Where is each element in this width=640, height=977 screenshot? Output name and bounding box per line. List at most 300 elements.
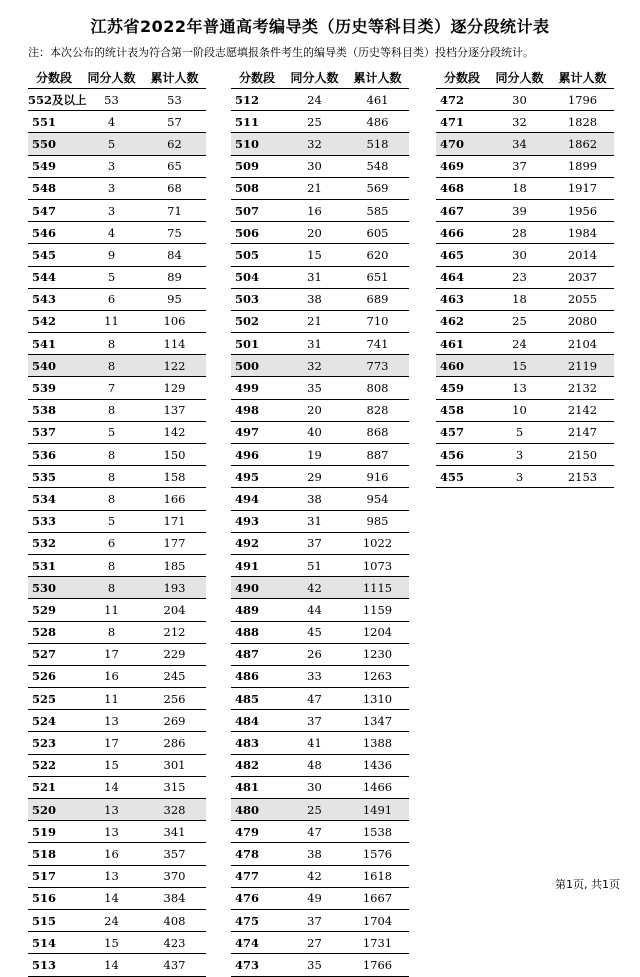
same-count-cell: 9 bbox=[107, 247, 116, 262]
score-cell: 488 bbox=[235, 625, 260, 640]
same-count-cell: 3 bbox=[107, 181, 116, 196]
cumulative-cell: 370 bbox=[163, 869, 186, 884]
same-count-cell: 3 bbox=[515, 469, 524, 484]
header-cumulative: 累计人数 bbox=[150, 70, 199, 85]
cumulative-cell: 2104 bbox=[567, 336, 598, 351]
score-cell: 517 bbox=[32, 869, 57, 884]
table-row bbox=[436, 377, 614, 399]
table-row bbox=[231, 577, 409, 599]
table-row bbox=[231, 355, 409, 377]
table-row bbox=[436, 289, 614, 311]
same-count-cell: 6 bbox=[107, 292, 116, 307]
score-cell: 527 bbox=[32, 647, 57, 662]
score-cell: 460 bbox=[440, 358, 465, 373]
table-row bbox=[231, 888, 409, 910]
table-row bbox=[28, 910, 206, 932]
table-row bbox=[28, 222, 206, 244]
score-cell: 484 bbox=[235, 713, 260, 728]
score-cell: 538 bbox=[32, 403, 57, 418]
same-count-cell: 33 bbox=[307, 669, 322, 684]
cumulative-cell: 269 bbox=[163, 713, 186, 728]
score-cell: 510 bbox=[235, 136, 260, 151]
same-count-cell: 5 bbox=[107, 514, 116, 529]
same-count-cell: 17 bbox=[104, 736, 119, 751]
table-row bbox=[231, 377, 409, 399]
cumulative-cell: 384 bbox=[163, 891, 186, 906]
table-row bbox=[231, 910, 409, 932]
same-count-cell: 16 bbox=[104, 669, 119, 684]
same-count-cell: 25 bbox=[512, 314, 527, 329]
cumulative-cell: 1263 bbox=[362, 669, 393, 684]
score-cell: 502 bbox=[235, 314, 260, 329]
cumulative-cell: 185 bbox=[163, 558, 186, 573]
page-title: 江苏省2022年普通高考编导类（历史等科目类）逐分段统计表 bbox=[90, 17, 550, 36]
same-count-cell: 14 bbox=[104, 891, 119, 906]
same-count-cell: 16 bbox=[307, 203, 322, 218]
same-count-cell: 38 bbox=[307, 491, 322, 506]
score-cell: 520 bbox=[32, 802, 57, 817]
score-cell: 500 bbox=[235, 358, 260, 373]
same-count-cell: 18 bbox=[512, 292, 527, 307]
cumulative-cell: 62 bbox=[167, 136, 182, 151]
same-count-cell: 13 bbox=[104, 802, 119, 817]
score-cell: 471 bbox=[440, 114, 465, 129]
score-cell: 549 bbox=[32, 159, 57, 174]
table-row bbox=[231, 244, 409, 266]
table-row bbox=[28, 710, 206, 732]
same-count-cell: 4 bbox=[107, 225, 116, 240]
cumulative-cell: 808 bbox=[366, 381, 389, 396]
same-count-cell: 3 bbox=[107, 203, 116, 218]
table-row bbox=[436, 311, 614, 333]
cumulative-cell: 95 bbox=[167, 292, 182, 307]
page-footer: 第1页, 共1页 bbox=[555, 878, 620, 891]
table-row bbox=[28, 888, 206, 910]
same-count-cell: 48 bbox=[307, 758, 322, 773]
cumulative-cell: 1828 bbox=[567, 114, 598, 129]
cumulative-cell: 828 bbox=[366, 403, 389, 418]
same-count-cell: 35 bbox=[307, 957, 322, 972]
score-cell: 472 bbox=[440, 92, 465, 107]
table-row bbox=[28, 821, 206, 843]
cumulative-cell: 1731 bbox=[362, 935, 393, 950]
same-count-cell: 34 bbox=[512, 136, 527, 151]
score-cell: 464 bbox=[440, 270, 465, 285]
header-cumulative: 累计人数 bbox=[353, 70, 402, 85]
same-count-cell: 31 bbox=[307, 336, 322, 351]
score-cell: 511 bbox=[235, 114, 260, 129]
cumulative-cell: 1115 bbox=[362, 580, 393, 595]
cumulative-cell: 166 bbox=[163, 491, 186, 506]
cumulative-cell: 301 bbox=[163, 758, 186, 773]
same-count-cell: 29 bbox=[307, 469, 322, 484]
cumulative-cell: 1466 bbox=[362, 780, 393, 795]
table-row bbox=[231, 866, 409, 888]
score-cell: 455 bbox=[440, 469, 465, 484]
score-cell: 496 bbox=[235, 447, 260, 462]
score-cell: 474 bbox=[235, 935, 260, 950]
same-count-cell: 19 bbox=[307, 447, 322, 462]
same-count-cell: 49 bbox=[307, 891, 322, 906]
cumulative-cell: 1984 bbox=[567, 225, 598, 240]
table-row bbox=[28, 666, 206, 688]
cumulative-cell: 689 bbox=[366, 292, 389, 307]
table-row bbox=[231, 843, 409, 865]
score-cell: 537 bbox=[32, 425, 57, 440]
same-count-cell: 14 bbox=[104, 780, 119, 795]
same-count-cell: 41 bbox=[307, 736, 322, 751]
table-row bbox=[231, 710, 409, 732]
score-cell: 513 bbox=[32, 957, 57, 972]
table-row bbox=[28, 843, 206, 865]
cumulative-cell: 129 bbox=[163, 381, 186, 396]
table-row bbox=[231, 932, 409, 954]
cumulative-cell: 423 bbox=[163, 935, 186, 950]
table-row bbox=[231, 555, 409, 577]
same-count-cell: 15 bbox=[104, 935, 119, 950]
same-count-cell: 8 bbox=[107, 447, 116, 462]
table-row bbox=[231, 644, 409, 666]
table-row bbox=[231, 466, 409, 488]
score-table-column-1 bbox=[28, 66, 206, 977]
table-row bbox=[436, 355, 614, 377]
score-cell: 526 bbox=[32, 669, 57, 684]
cumulative-cell: 1436 bbox=[362, 758, 393, 773]
score-cell: 533 bbox=[32, 514, 57, 529]
same-count-cell: 8 bbox=[107, 558, 116, 573]
table-row bbox=[28, 333, 206, 355]
same-count-cell: 32 bbox=[512, 114, 527, 129]
cumulative-cell: 620 bbox=[366, 247, 389, 262]
cumulative-cell: 328 bbox=[163, 802, 186, 817]
cumulative-cell: 229 bbox=[163, 647, 186, 662]
score-cell: 519 bbox=[32, 824, 57, 839]
cumulative-cell: 106 bbox=[163, 314, 186, 329]
score-cell: 466 bbox=[440, 225, 465, 240]
score-cell: 463 bbox=[440, 292, 465, 307]
score-cell: 522 bbox=[32, 758, 57, 773]
same-count-cell: 32 bbox=[307, 358, 322, 373]
same-count-cell: 21 bbox=[307, 314, 322, 329]
cumulative-cell: 286 bbox=[163, 736, 186, 751]
table-row bbox=[231, 799, 409, 821]
same-count-cell: 24 bbox=[104, 913, 119, 928]
score-cell: 492 bbox=[235, 536, 260, 551]
score-cell: 504 bbox=[235, 270, 260, 285]
cumulative-cell: 75 bbox=[167, 225, 182, 240]
score-cell: 531 bbox=[32, 558, 57, 573]
score-cell: 540 bbox=[32, 358, 57, 373]
score-cell: 529 bbox=[32, 602, 57, 617]
score-cell: 518 bbox=[32, 846, 57, 861]
same-count-cell: 3 bbox=[515, 447, 524, 462]
cumulative-cell: 2037 bbox=[567, 270, 598, 285]
same-count-cell: 17 bbox=[104, 647, 119, 662]
score-cell: 516 bbox=[32, 891, 57, 906]
table-row bbox=[231, 688, 409, 710]
score-cell: 534 bbox=[32, 491, 57, 506]
table-row bbox=[231, 511, 409, 533]
score-cell: 480 bbox=[235, 802, 260, 817]
score-cell: 493 bbox=[235, 514, 260, 529]
same-count-cell: 32 bbox=[307, 136, 322, 151]
cumulative-cell: 193 bbox=[163, 580, 186, 595]
score-cell: 501 bbox=[235, 336, 260, 351]
score-cell: 547 bbox=[32, 203, 57, 218]
table-row bbox=[436, 267, 614, 289]
score-cell: 490 bbox=[235, 580, 260, 595]
cumulative-cell: 1956 bbox=[567, 203, 598, 218]
score-cell: 477 bbox=[235, 869, 260, 884]
cumulative-cell: 773 bbox=[366, 358, 389, 373]
cumulative-cell: 137 bbox=[163, 403, 186, 418]
same-count-cell: 30 bbox=[512, 247, 527, 262]
cumulative-cell: 2150 bbox=[567, 447, 598, 462]
same-count-cell: 30 bbox=[307, 780, 322, 795]
score-cell: 481 bbox=[235, 780, 260, 795]
same-count-cell: 8 bbox=[107, 491, 116, 506]
cumulative-cell: 1862 bbox=[567, 136, 598, 151]
same-count-cell: 11 bbox=[104, 314, 119, 329]
cumulative-cell: 177 bbox=[163, 536, 186, 551]
same-count-cell: 13 bbox=[104, 713, 119, 728]
table-row bbox=[231, 488, 409, 510]
cumulative-cell: 408 bbox=[163, 913, 186, 928]
table-row bbox=[28, 555, 206, 577]
table-row bbox=[28, 688, 206, 710]
score-cell: 494 bbox=[235, 491, 260, 506]
table-row bbox=[436, 400, 614, 422]
same-count-cell: 11 bbox=[104, 691, 119, 706]
table-row bbox=[231, 400, 409, 422]
table-row bbox=[436, 111, 614, 133]
table-row bbox=[231, 133, 409, 155]
score-cell: 543 bbox=[32, 292, 57, 307]
table-row bbox=[231, 156, 409, 178]
cumulative-cell: 651 bbox=[366, 270, 389, 285]
score-cell: 489 bbox=[235, 602, 260, 617]
same-count-cell: 24 bbox=[307, 92, 322, 107]
same-count-cell: 26 bbox=[307, 647, 322, 662]
same-count-cell: 37 bbox=[307, 713, 322, 728]
table-row bbox=[28, 732, 206, 754]
cumulative-cell: 2119 bbox=[567, 358, 598, 373]
table-row bbox=[28, 511, 206, 533]
same-count-cell: 7 bbox=[107, 381, 116, 396]
table-row bbox=[28, 799, 206, 821]
cumulative-cell: 486 bbox=[366, 114, 389, 129]
cumulative-cell: 212 bbox=[163, 625, 186, 640]
score-cell: 465 bbox=[440, 247, 465, 262]
same-count-cell: 6 bbox=[107, 536, 116, 551]
same-count-cell: 8 bbox=[107, 336, 116, 351]
score-cell: 514 bbox=[32, 935, 57, 950]
header-same-count: 同分人数 bbox=[290, 70, 339, 85]
same-count-cell: 15 bbox=[307, 247, 322, 262]
cumulative-cell: 89 bbox=[167, 270, 182, 285]
score-cell: 475 bbox=[235, 913, 260, 928]
table-row bbox=[28, 89, 206, 111]
score-cell: 512 bbox=[235, 92, 260, 107]
table-row bbox=[231, 954, 409, 976]
same-count-cell: 16 bbox=[104, 846, 119, 861]
same-count-cell: 25 bbox=[307, 114, 322, 129]
cumulative-cell: 710 bbox=[366, 314, 389, 329]
same-count-cell: 3 bbox=[107, 159, 116, 174]
score-cell: 506 bbox=[235, 225, 260, 240]
table-row bbox=[436, 133, 614, 155]
table-row bbox=[28, 599, 206, 621]
score-cell: 550 bbox=[32, 136, 57, 151]
table-row bbox=[231, 755, 409, 777]
cumulative-cell: 585 bbox=[366, 203, 389, 218]
score-cell: 470 bbox=[440, 136, 465, 151]
header-same-count: 同分人数 bbox=[87, 70, 136, 85]
same-count-cell: 39 bbox=[512, 203, 527, 218]
table-row bbox=[231, 111, 409, 133]
cumulative-cell: 245 bbox=[163, 669, 186, 684]
same-count-cell: 15 bbox=[104, 758, 119, 773]
score-cell: 535 bbox=[32, 469, 57, 484]
cumulative-cell: 315 bbox=[163, 780, 186, 795]
score-cell: 509 bbox=[235, 159, 260, 174]
same-count-cell: 38 bbox=[307, 292, 322, 307]
same-count-cell: 5 bbox=[515, 425, 524, 440]
table-row bbox=[231, 666, 409, 688]
score-table-column-3 bbox=[436, 66, 614, 488]
table-row bbox=[436, 422, 614, 444]
table-row bbox=[28, 244, 206, 266]
score-table-column-2 bbox=[231, 66, 409, 977]
score-cell: 473 bbox=[235, 957, 260, 972]
table-row bbox=[231, 599, 409, 621]
table-row bbox=[231, 178, 409, 200]
table-row bbox=[436, 244, 614, 266]
same-count-cell: 4 bbox=[107, 114, 116, 129]
cumulative-cell: 985 bbox=[366, 514, 389, 529]
table-row bbox=[436, 333, 614, 355]
cumulative-cell: 1796 bbox=[567, 92, 598, 107]
table-row bbox=[28, 533, 206, 555]
score-cell: 523 bbox=[32, 736, 57, 751]
cumulative-cell: 256 bbox=[163, 691, 186, 706]
header-score: 分数段 bbox=[238, 70, 275, 85]
cumulative-cell: 2080 bbox=[567, 314, 598, 329]
same-count-cell: 37 bbox=[512, 159, 527, 174]
same-count-cell: 21 bbox=[307, 181, 322, 196]
cumulative-cell: 341 bbox=[163, 824, 186, 839]
table-row bbox=[28, 622, 206, 644]
cumulative-cell: 605 bbox=[366, 225, 389, 240]
cumulative-cell: 1347 bbox=[362, 713, 393, 728]
cumulative-cell: 1159 bbox=[362, 602, 393, 617]
same-count-cell: 45 bbox=[307, 625, 322, 640]
score-cell: 503 bbox=[235, 292, 260, 307]
score-cell: 528 bbox=[32, 625, 57, 640]
cumulative-cell: 1388 bbox=[362, 736, 393, 751]
table-row bbox=[28, 644, 206, 666]
score-cell: 469 bbox=[440, 159, 465, 174]
score-cell: 498 bbox=[235, 403, 260, 418]
cumulative-cell: 142 bbox=[163, 425, 186, 440]
same-count-cell: 14 bbox=[104, 957, 119, 972]
table-row bbox=[28, 289, 206, 311]
table-row bbox=[28, 377, 206, 399]
table-row bbox=[28, 488, 206, 510]
score-cell: 508 bbox=[235, 181, 260, 196]
cumulative-cell: 1704 bbox=[362, 913, 393, 928]
table-row bbox=[436, 200, 614, 222]
table-row bbox=[28, 866, 206, 888]
table-row bbox=[436, 466, 614, 488]
score-cell: 459 bbox=[440, 381, 465, 396]
same-count-cell: 47 bbox=[307, 691, 322, 706]
table-row bbox=[436, 89, 614, 111]
score-cell: 525 bbox=[32, 691, 57, 706]
cumulative-cell: 2142 bbox=[567, 403, 598, 418]
score-cell: 548 bbox=[32, 181, 57, 196]
cumulative-cell: 569 bbox=[366, 181, 389, 196]
cumulative-cell: 461 bbox=[366, 92, 389, 107]
cumulative-cell: 1230 bbox=[362, 647, 393, 662]
table-note: 注：本次公布的统计表为符合第一阶段志愿填报条件考生的编导类（历史等科目类）投档分逐分段统计。 bbox=[28, 46, 534, 59]
table-row bbox=[231, 311, 409, 333]
cumulative-cell: 1204 bbox=[362, 625, 393, 640]
table-row bbox=[231, 422, 409, 444]
cumulative-cell: 171 bbox=[163, 514, 186, 529]
table-row bbox=[28, 444, 206, 466]
cumulative-cell: 204 bbox=[163, 602, 186, 617]
table-row bbox=[231, 200, 409, 222]
cumulative-cell: 437 bbox=[163, 957, 186, 972]
table-row bbox=[436, 222, 614, 244]
table-row bbox=[231, 732, 409, 754]
same-count-cell: 37 bbox=[307, 536, 322, 551]
same-count-cell: 20 bbox=[307, 403, 322, 418]
table-row bbox=[231, 622, 409, 644]
score-cell: 478 bbox=[235, 846, 260, 861]
score-cell: 507 bbox=[235, 203, 260, 218]
same-count-cell: 37 bbox=[307, 913, 322, 928]
cumulative-cell: 57 bbox=[167, 114, 182, 129]
same-count-cell: 10 bbox=[512, 403, 527, 418]
score-cell: 530 bbox=[32, 580, 57, 595]
same-count-cell: 13 bbox=[104, 869, 119, 884]
cumulative-cell: 954 bbox=[366, 491, 389, 506]
table-row bbox=[28, 156, 206, 178]
table-row bbox=[28, 200, 206, 222]
cumulative-cell: 868 bbox=[366, 425, 389, 440]
score-cell: 546 bbox=[32, 225, 57, 240]
score-cell: 544 bbox=[32, 270, 57, 285]
score-cell: 485 bbox=[235, 691, 260, 706]
cumulative-cell: 114 bbox=[163, 336, 186, 351]
same-count-cell: 20 bbox=[307, 225, 322, 240]
table-header bbox=[436, 66, 614, 89]
table-row bbox=[28, 311, 206, 333]
table-header bbox=[28, 66, 206, 89]
cumulative-cell: 122 bbox=[163, 358, 186, 373]
same-count-cell: 30 bbox=[307, 159, 322, 174]
cumulative-cell: 68 bbox=[167, 181, 182, 196]
same-count-cell: 25 bbox=[307, 802, 322, 817]
score-cell: 483 bbox=[235, 736, 260, 751]
same-count-cell: 30 bbox=[512, 92, 527, 107]
cumulative-cell: 1491 bbox=[362, 802, 393, 817]
score-cell: 491 bbox=[235, 558, 260, 573]
score-cell: 467 bbox=[440, 203, 465, 218]
same-count-cell: 18 bbox=[512, 181, 527, 196]
